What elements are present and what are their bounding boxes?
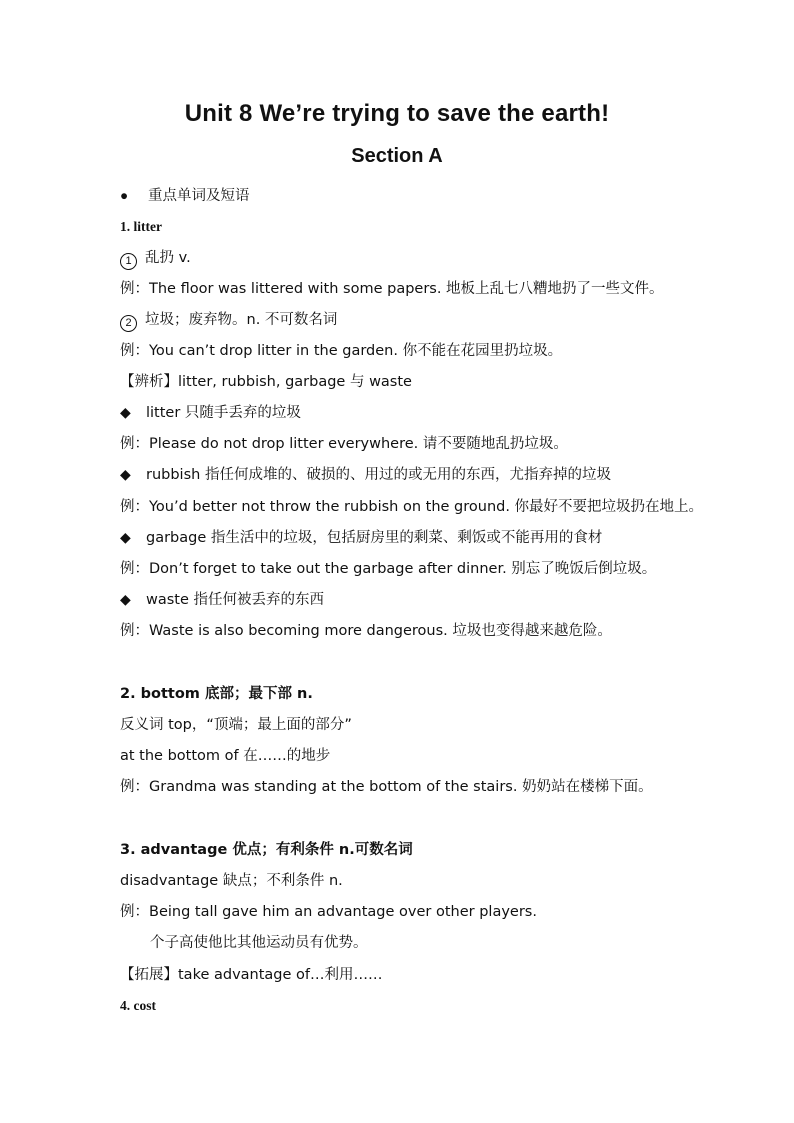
example-line: 例：You can’t drop litter in the garden. 你不能在花园里扔垃圾。 <box>120 343 563 359</box>
comparison-item <box>120 403 780 424</box>
example-line: 例：Please do not drop litter everywhere. 请不要随地乱扔垃圾。 <box>120 436 568 452</box>
section-title: Section A <box>351 145 443 167</box>
bullet-icon: ● <box>120 188 129 203</box>
comparison-text: garbage 指生活中的垃圾，包括厨房里的剩菜、剩饭或不能再用的食材 <box>146 530 603 546</box>
example-line: 例：Grandma was standing at the bottom of the stairs. 奶奶站在楼梯下面。 <box>120 779 653 795</box>
diamond-icon: ◆ <box>120 593 131 608</box>
translation-line: 个子高使他比其他运动员有优势。 <box>150 935 368 951</box>
antonym-line: 反义词 top，“顶端；最上面的部分” <box>120 717 352 733</box>
phrase-line: at the bottom of 在……的地步 <box>120 748 331 764</box>
meaning-text: 垃圾；废弃物。n. 不可数名词 <box>145 312 338 328</box>
entry-heading: 3. advantage 优点；有利条件 n.可数名词 <box>120 842 413 858</box>
entry-heading: 4. cost <box>120 998 156 1013</box>
comparison-item <box>120 465 780 486</box>
diamond-icon: ◆ <box>120 531 131 546</box>
antonym-line: disadvantage 缺点；不利条件 n. <box>120 873 343 889</box>
bullet-line <box>120 186 780 206</box>
entry-heading: 2. bottom 底部；最下部 n. <box>120 686 313 702</box>
comparison-text: waste 指任何被丢弃的东西 <box>146 592 325 608</box>
entry-heading: 1. litter <box>120 219 162 234</box>
example-line: 例：You’d better not throw the rubbish on the ground. 你最好不要把垃圾扔在地上。 <box>120 499 704 515</box>
comparison-item <box>120 528 780 549</box>
meaning-line <box>120 310 780 332</box>
page-title: Unit 8 We’re trying to save the earth! <box>184 100 610 127</box>
extension-line: 【拓展】take advantage of…利用…… <box>120 967 383 983</box>
example-line: 例：Being tall gave him an advantage over other players. <box>120 904 537 920</box>
example-line: 例：Don’t forget to take out the garbage after dinner. 别忘了晚饭后倒垃圾。 <box>120 561 657 577</box>
bullet-text: 重点单词及短语 <box>148 188 250 204</box>
meaning-text: 乱扔 v. <box>145 250 191 266</box>
diamond-icon: ◆ <box>120 468 131 483</box>
circled-number-icon: 2 <box>120 315 137 332</box>
diamond-icon: ◆ <box>120 406 131 421</box>
comparison-heading: 【辨析】litter, rubbish, garbage 与 waste <box>120 374 412 390</box>
comparison-text: litter 只随手丢弃的垃圾 <box>146 405 301 421</box>
example-line: 例：Waste is also becoming more dangerous. 垃圾也变得越来越危险。 <box>120 623 612 639</box>
comparison-item <box>120 590 780 611</box>
example-line: 例：The floor was littered with some papers. 地板上乱七八糟地扔了一些文件。 <box>120 281 664 297</box>
comparison-text: rubbish 指任何成堆的、破损的、用过的或无用的东西，尤指弃掉的垃圾 <box>146 467 611 483</box>
meaning-line <box>120 248 780 270</box>
circled-number-icon: 1 <box>120 253 137 270</box>
